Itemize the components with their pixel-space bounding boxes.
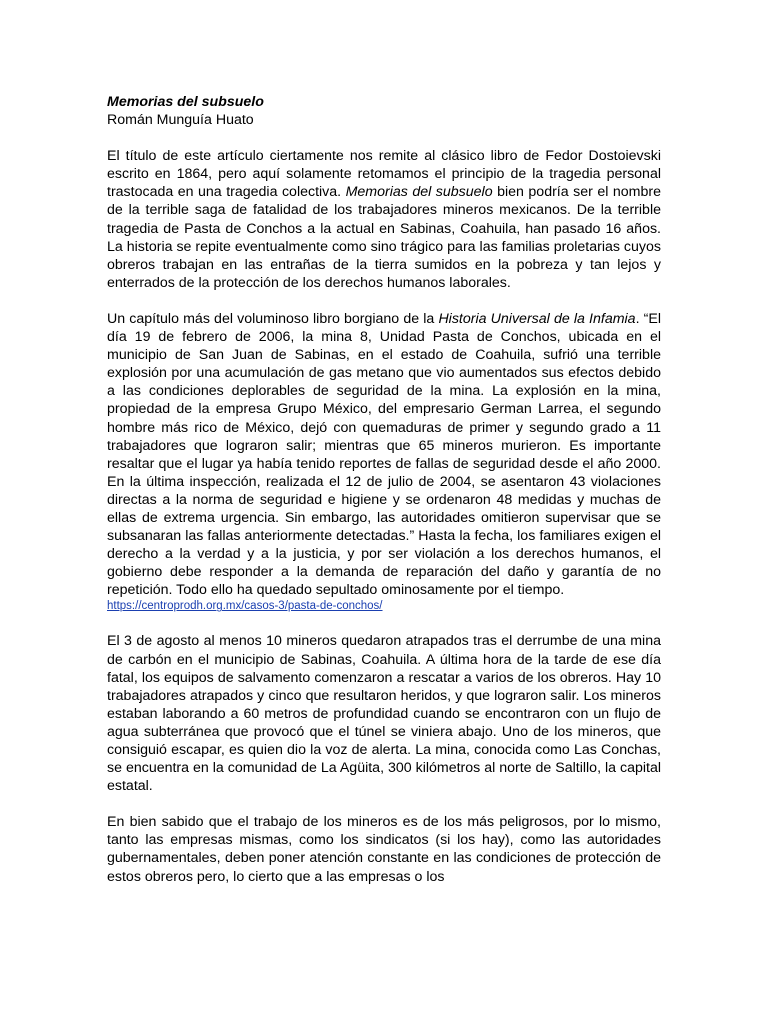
- paragraph-2-text-a: Un capítulo más del voluminoso libro borgiano de la: [107, 310, 439, 327]
- spacer: [107, 129, 661, 147]
- paragraph-3: El 3 de agosto al menos 10 mineros quedaron atrapados tras el derrumbe de una mina de carbón en el municipio de Sabinas, Coahuila. A última hora de la tarde de ese día fatal, los equipos de salvamento comenzaron a rescatar a varios de los obreros. Hay 10 trabajadores atrapados y cinco que resultaron heridos, y que lograron salir. Los mineros estaban laborando a 60 metros de profundidad cuando se encontraron con un flujo de agua subterránea que provocó que el túnel se viniera abajo. Uno de los mineros, que consiguió escapar, es quien dio la voz de alerta. La mina, conocida como Las Conchas, se encuentra en la comunidad de La Agüita, 300 kilómetros al norte de Saltillo, la capital estatal.: [107, 633, 661, 795]
- article-author: Román Munguía Huato: [107, 112, 254, 129]
- paragraph-1-emphasis: Memorias del subsuelo: [345, 184, 493, 201]
- source-link[interactable]: https://centroprodh.org.mx/casos-3/pasta-de-conchos/: [107, 600, 383, 613]
- paragraph-1: [107, 147, 661, 292]
- paragraph-2-text-b: . “El día 19 de febrero de 2006, la mina 8, Unidad Pasta de Conchos, ubicada en el municipio de San Juan de Sabinas, en el estado de Coahuila, sufrió una terrible explosión por una acumulación de gas metano que vio aumentados sus efectos debido a las condiciones deplorables de seguridad de la mina. La explosión en la mina, propiedad de la empresa Grupo México, del empresario German Larrea, el segundo hombre más rico de México, dejó con quemaduras de primer y segundo grado a 11 trabajadores que lograron salir; mientras que 65 mineros murieron. Es importante resaltar que el lugar ya había tenido reportes de fallas de seguridad desde el año 2000. En la última inspección, realizada el 12 de julio de 2004, se asentaron 43 violaciones directas a la norma de seguridad e higiene y se ordenaron 48 medidas y muchas de ellas de extrema urgencia. Sin embargo, las autoridades omitieron supervisar que se subsanaran las fallas anteriormente detectadas.” Hasta la fecha, los familiares exigen el derecho a la verdad y a la justicia, y por ser violación a los derechos humanos, el gobierno debe responder a la demanda de reparación del daño y garantía de no repetición. Todo ello ha quedado sepultado ominosamente por el tiempo.: [107, 310, 661, 599]
- paragraph-2: [107, 310, 661, 600]
- paragraph-1-text-b: bien podría ser el nombre de la terrible saga de fatalidad de los trabajadores mineros mexicanos. De la terrible tragedia de Pasta de Conchos a la actual en Sabinas, Coahuila, han pasado 16 años. La historia se repite eventualmente como sino trágico para las familias proletarias cuyos obreros trabajan en las entrañas de la tierra sumidos en la pobreza y tan lejos y enterrados de la protección de los derechos humanos laborales.: [107, 184, 661, 291]
- paragraph-1-text-a: El título de este artículo ciertamente nos remite al clásico libro de Fedor Dostoievski escrito en 1864, pero aquí solamente retomamos el principio de la tragedia personal trastocada en una tragedia colectiva.: [107, 148, 661, 201]
- paragraph-2-block: [107, 310, 661, 615]
- paragraph-4: En bien sabido que el trabajo de los mineros es de los más peligrosos, por lo mismo, tanto las empresas mismas, como los sindicatos (si los hay), como las autoridades gubernamentales, deben poner atención constante en las condiciones de protección de estos obreros pero, lo cierto que a las empresas o los: [107, 814, 661, 885]
- paragraph-2-emphasis: Historia Universal de la Infamia: [438, 310, 636, 327]
- article-body: [107, 93, 661, 904]
- article-title: Memorias del subsuelo: [107, 94, 264, 110]
